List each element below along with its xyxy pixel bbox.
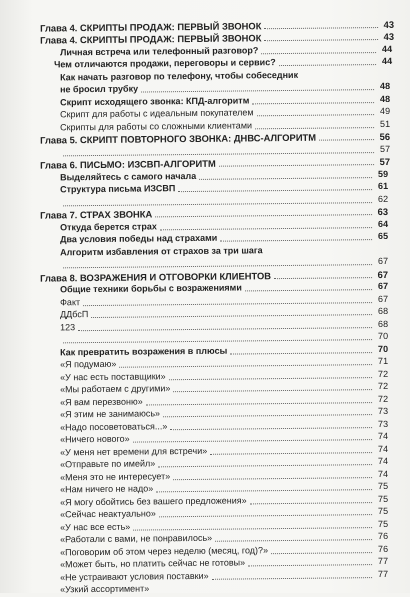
toc-entry-title: «Меня это не интересует» xyxy=(60,470,170,484)
toc-entry-title: «Я подумаю» xyxy=(60,358,116,372)
toc-page-number: 44 xyxy=(378,43,392,56)
toc-page-number: 68 xyxy=(374,305,388,318)
toc-entry-title: «Узкий ассортимент» xyxy=(60,582,149,596)
toc-entry-title: «Надо посоветоваться...» xyxy=(60,420,167,434)
toc-page-number: 76 xyxy=(374,530,388,543)
toc-page-number: 57 xyxy=(376,143,390,156)
toc-page-number: 48 xyxy=(376,93,390,106)
toc-entry-title: Чем отличаются продажи, переговоры и сервис? xyxy=(54,57,276,72)
dot-leader xyxy=(264,26,378,29)
dot-leader xyxy=(279,63,376,66)
toc-page-number: 75 xyxy=(374,505,388,518)
toc-entry-title: «Не устраивают условия поставки» xyxy=(60,569,209,584)
dot-leader xyxy=(63,263,372,268)
toc-entry-title: Глава 5. СКРИПТ ПОВТОРНОГО ЗВОНКА: ДНВС-АЛГОРИТМ xyxy=(40,131,316,147)
toc-entry-title: Скрипт для работы с идеальным покупателем xyxy=(60,107,254,122)
dot-leader xyxy=(252,101,374,104)
toc-entry-title: Личная встреча или телефонный разговор? xyxy=(60,44,258,59)
toc-entry-title: «Работали с вами, не понравилось» xyxy=(60,532,212,547)
toc-entry-title: «Отправьте по имейл» xyxy=(60,457,155,471)
toc-entry-title: Как превратить возражения в плюсы xyxy=(60,344,227,359)
toc-entry-title: Скрипт исходящего звонка: КПД-алгоритм xyxy=(60,94,249,109)
toc-page-number: 74 xyxy=(374,455,388,468)
toc-page-number: 48 xyxy=(376,80,390,93)
toc-page-number: 73 xyxy=(374,418,388,431)
toc-entry-title: не бросил трубку xyxy=(60,83,138,97)
toc-entry-title: Глава 4. СКРИПТЫ ПРОДАЖ: ПЕРВЫЙ ЗВОНОК xyxy=(40,19,261,34)
toc-page-number: 67 xyxy=(374,268,388,281)
toc-page-number: 67 xyxy=(374,255,388,268)
dot-leader xyxy=(319,138,374,141)
toc-page-number: 70 xyxy=(374,330,388,343)
toc-page-number: 64 xyxy=(374,218,388,231)
dot-leader xyxy=(173,388,372,392)
toc-page-number: 71 xyxy=(374,355,388,368)
toc-entry-title: «Мы работаем с другими» xyxy=(60,382,170,396)
dot-leader xyxy=(245,288,372,291)
toc-entry-title: Глава 6. ПИСЬМО: ИЗСВП-АЛГОРИТМ xyxy=(40,157,216,172)
dot-leader xyxy=(210,450,372,454)
toc-page-number: 43 xyxy=(380,30,394,43)
toc-entry-title: «У нас все есть» xyxy=(60,520,130,534)
toc-page-number: 72 xyxy=(374,380,388,393)
toc-entry-title: Выделяйтесь с самого начала xyxy=(60,170,196,184)
dot-leader xyxy=(255,125,374,128)
toc-page-number: 74 xyxy=(374,468,388,481)
dot-leader xyxy=(212,575,372,579)
toc-entry-title: Алгоритм избавления от страхов за три шага xyxy=(60,244,263,259)
dot-leader xyxy=(170,425,372,429)
dot-leader xyxy=(119,363,372,368)
toc-page-number: 74 xyxy=(374,443,388,456)
toc-page-number: 65 xyxy=(374,230,388,243)
toc-entry-title: Глава 8. ВОЗРАЖЕНИЯ И ОТГОВОРКИ КЛИЕНТОВ xyxy=(40,269,271,284)
dot-leader xyxy=(159,513,372,517)
toc-page-number: 70 xyxy=(374,343,388,356)
toc-page-number: 61 xyxy=(374,180,388,193)
toc-page-number: 62 xyxy=(374,193,388,206)
toc-entry-title: «Я могу обойтись без вашего предложения» xyxy=(60,494,247,509)
toc-entry-title: Глава 4. СКРИПТЫ ПРОДАЖ: ПЕРВЫЙ ЗВОНОК xyxy=(40,32,261,47)
dot-leader xyxy=(163,413,372,417)
dot-leader xyxy=(230,350,372,353)
dot-leader xyxy=(146,400,372,404)
toc-page-number: 75 xyxy=(374,517,388,530)
toc-entry-title: Глава 7. СТРАХ ЗВОНКА xyxy=(40,208,152,222)
toc-page-number: 74 xyxy=(374,430,388,443)
toc-entry xyxy=(0,580,388,597)
dot-leader xyxy=(250,500,372,503)
toc-page-number: 44 xyxy=(378,55,392,68)
dot-leader xyxy=(91,313,372,318)
toc-entry-title: ДДбсП xyxy=(60,308,88,321)
dot-leader xyxy=(271,550,372,553)
toc-entry-title: Факт xyxy=(60,296,80,309)
toc-page-number: 77 xyxy=(374,555,388,568)
toc-entry-title: Общие техники борьбы с возражениями xyxy=(60,282,242,297)
toc-page-number: 77 xyxy=(374,567,388,580)
toc-page-number: 72 xyxy=(374,368,388,381)
toc-entry-title: Как начать разговор по телефону, чтобы собеседник xyxy=(60,69,298,84)
toc-page-number: 75 xyxy=(374,480,388,493)
toc-entry-title: Откуда берется страх xyxy=(60,220,157,234)
toc-entry-title: Два условия победы над страхами xyxy=(60,232,217,247)
toc-entry-title: «Сейчас неактуально» xyxy=(60,507,156,521)
dot-leader xyxy=(220,238,372,242)
dot-leader xyxy=(133,438,372,443)
toc-entry-title: «Поговорим об этом через неделю (месяц, год)?» xyxy=(60,544,268,559)
dot-leader xyxy=(160,225,372,229)
dot-leader xyxy=(264,38,378,41)
dot-leader xyxy=(199,175,372,179)
toc-page-number: 63 xyxy=(374,205,388,218)
dot-leader xyxy=(248,563,372,566)
toc-page-number: 76 xyxy=(374,542,388,555)
dot-leader xyxy=(173,475,372,479)
dot-leader xyxy=(261,51,376,54)
toc-page-number: 75 xyxy=(374,492,388,505)
toc-entry-title: «Может быть, но платить сейчас не готовы» xyxy=(60,556,245,571)
dot-leader xyxy=(215,538,372,542)
toc-page-number: 72 xyxy=(374,393,388,406)
toc-entry-title: «Ничего нового» xyxy=(60,433,130,447)
toc-page-number: 51 xyxy=(376,118,390,131)
dot-leader xyxy=(63,338,372,343)
dot-leader xyxy=(158,463,372,467)
toc-page-number: 57 xyxy=(376,155,390,168)
dot-leader xyxy=(219,163,374,167)
toc-page-number: 49 xyxy=(376,105,390,118)
toc-entry-title: «Нам ничего не надо» xyxy=(60,482,153,496)
toc-entry-title: «Я этим не занимаюсь» xyxy=(60,407,160,421)
toc-page-number: 59 xyxy=(374,168,388,181)
dot-leader xyxy=(155,213,372,217)
toc-entry-title: «У меня нет времени для встречи» xyxy=(60,444,207,459)
toc-entry-title: «Я вам перезвоню» xyxy=(60,395,143,409)
toc-entry-title: 123 xyxy=(60,321,75,334)
toc-page-number: 73 xyxy=(374,405,388,418)
dot-leader xyxy=(169,375,372,379)
toc-page-number: 67 xyxy=(374,293,388,306)
toc-entry-title: «У нас есть поставщики» xyxy=(60,370,166,384)
toc-page-number: 43 xyxy=(380,18,394,31)
toc-entry-title: Скрипты для работы со сложными клиентами xyxy=(60,119,252,134)
toc-page-number: 56 xyxy=(376,130,390,143)
toc-page-number: 68 xyxy=(374,318,388,331)
dot-leader xyxy=(141,88,374,92)
dot-leader xyxy=(257,113,374,116)
dot-leader xyxy=(178,188,372,192)
dot-leader xyxy=(274,275,372,278)
toc-page-number: 67 xyxy=(374,280,388,293)
dot-leader xyxy=(156,488,372,492)
dot-leader xyxy=(133,525,372,530)
toc-entry-title: Структура письма ИЗСВП xyxy=(60,183,175,197)
